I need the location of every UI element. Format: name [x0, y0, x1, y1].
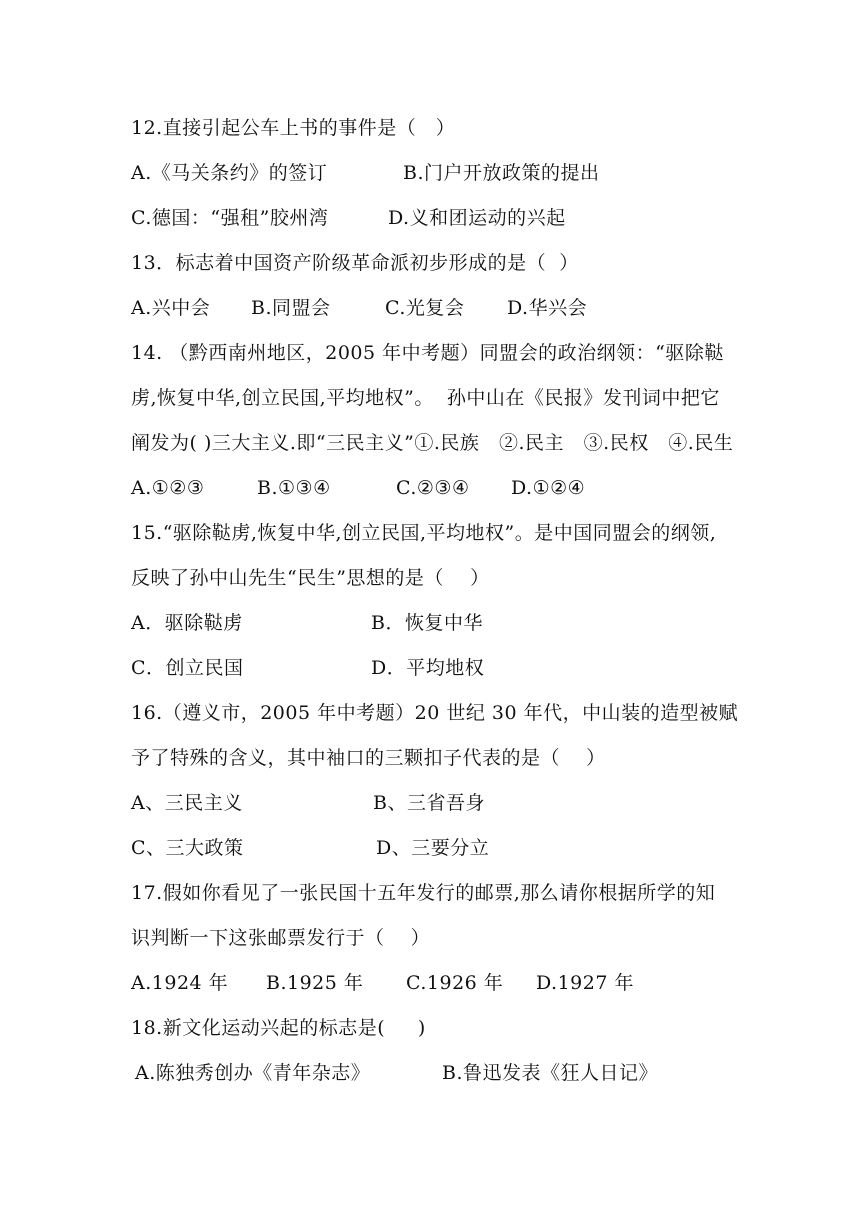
question-17-option-b: B.1925 年	[266, 972, 364, 994]
question-16-option-c: C、三大政策	[131, 837, 244, 859]
question-16-options-row-1	[131, 790, 771, 816]
question-16-option-a: A、三民主义	[131, 792, 243, 814]
question-15-options-row-2	[131, 655, 771, 681]
question-17-stem-row-2	[131, 925, 771, 951]
question-15-stem-row-1	[131, 520, 771, 546]
question-12-option-c: C.德国：“强租”胶州湾	[131, 207, 329, 229]
question-12-stem-row	[131, 115, 771, 141]
question-16-stem-row-2	[131, 745, 771, 771]
question-15-stem-line-2: 反映了孙中山先生“民生”思想的是（ ）	[131, 567, 490, 589]
question-12-option-b: B.门户开放政策的提出	[403, 162, 600, 184]
question-17-option-c: C.1926 年	[406, 972, 504, 994]
question-13-option-a: A.兴中会	[131, 297, 211, 319]
question-16-stem-line-1: 16.（遵义市，2005 年中考题）20 世纪 30 年代，中山装的造型被赋	[131, 702, 739, 724]
question-13-stem-row	[131, 250, 771, 276]
question-18-option-a: A.陈独秀创办《青年杂志》	[135, 1062, 371, 1084]
question-17-option-d: D.1927 年	[536, 972, 634, 994]
question-12-option-a: A.《马关条约》的签订	[131, 162, 328, 184]
question-13-option-c: C.光复会	[385, 297, 465, 319]
question-14-stem-line-2: 虏,恢复中华,创立民国,平均地权”。 孙中山在《民报》发刊词中把它	[131, 387, 720, 409]
question-13-stem: 13．标志着中国资产阶级革命派初步形成的是（ ）	[131, 252, 579, 274]
question-18-option-b: B.鲁迅发表《狂人日记》	[442, 1062, 659, 1084]
question-15-option-c: C．创立民国	[131, 657, 244, 679]
question-14-option-d: D.①②④	[511, 477, 586, 499]
question-18-options-row	[131, 1060, 771, 1086]
question-13-option-d: D.华兴会	[507, 297, 588, 319]
question-14-stem-row-3	[131, 430, 771, 456]
question-14-stem-line-3: 阐发为( )三大主义.即“三民主义”①.民族 ②.民主 ③.民权 ④.民生	[131, 432, 734, 454]
question-18-stem-row	[131, 1015, 771, 1041]
question-14-stem-line-1: 14. （黔西南州地区，2005 年中考题）同盟会的政治纲领：“驱除鞑	[131, 342, 724, 364]
question-12-options-row-1	[131, 160, 771, 186]
question-17-options-row	[131, 970, 771, 996]
question-14-stem-row-2	[131, 385, 771, 411]
question-15-stem-line-1: 15.“驱除鞑虏,恢复中华,创立民国,平均地权”。是中国同盟会的纲领,	[131, 522, 717, 544]
question-15-options-row-1	[131, 610, 771, 636]
question-16-option-d: D、三要分立	[376, 837, 490, 859]
question-14-options-row	[131, 475, 771, 501]
question-12-option-d: D.义和团运动的兴起	[388, 207, 566, 229]
question-12-options-row-2	[131, 205, 771, 231]
question-18-stem: 18.新文化运动兴起的标志是( )	[131, 1017, 426, 1039]
question-16-options-row-2	[131, 835, 771, 861]
question-15-option-d: D．平均地权	[371, 657, 485, 679]
question-13-options-row	[131, 295, 771, 321]
question-17-stem-line-1: 17.假如你看见了一张民国十五年发行的邮票,那么请你根据所学的知	[131, 882, 716, 904]
question-12-stem: 12.直接引起公车上书的事件是（ ）	[131, 117, 456, 139]
question-17-stem-line-2: 识判断一下这张邮票发行于（ ）	[131, 927, 431, 949]
question-14-option-c: C.②③④	[396, 477, 470, 499]
question-16-stem-line-2: 予了特殊的含义，其中袖口的三颗扣子代表的是（ ）	[131, 747, 606, 769]
question-16-stem-row-1	[131, 700, 771, 726]
question-15-option-a: A．驱除鞑虏	[131, 612, 243, 634]
question-14-option-b: B.①③④	[257, 477, 331, 499]
question-17-option-a: A.1924 年	[131, 972, 229, 994]
question-13-option-b: B.同盟会	[251, 297, 331, 319]
question-14-option-a: A.①②③	[131, 477, 205, 499]
question-15-option-b: B．恢复中华	[371, 612, 483, 634]
question-17-stem-row-1	[131, 880, 771, 906]
question-14-stem-row-1	[131, 340, 771, 366]
question-16-option-b: B、三省吾身	[373, 792, 485, 814]
question-15-stem-row-2	[131, 565, 771, 591]
